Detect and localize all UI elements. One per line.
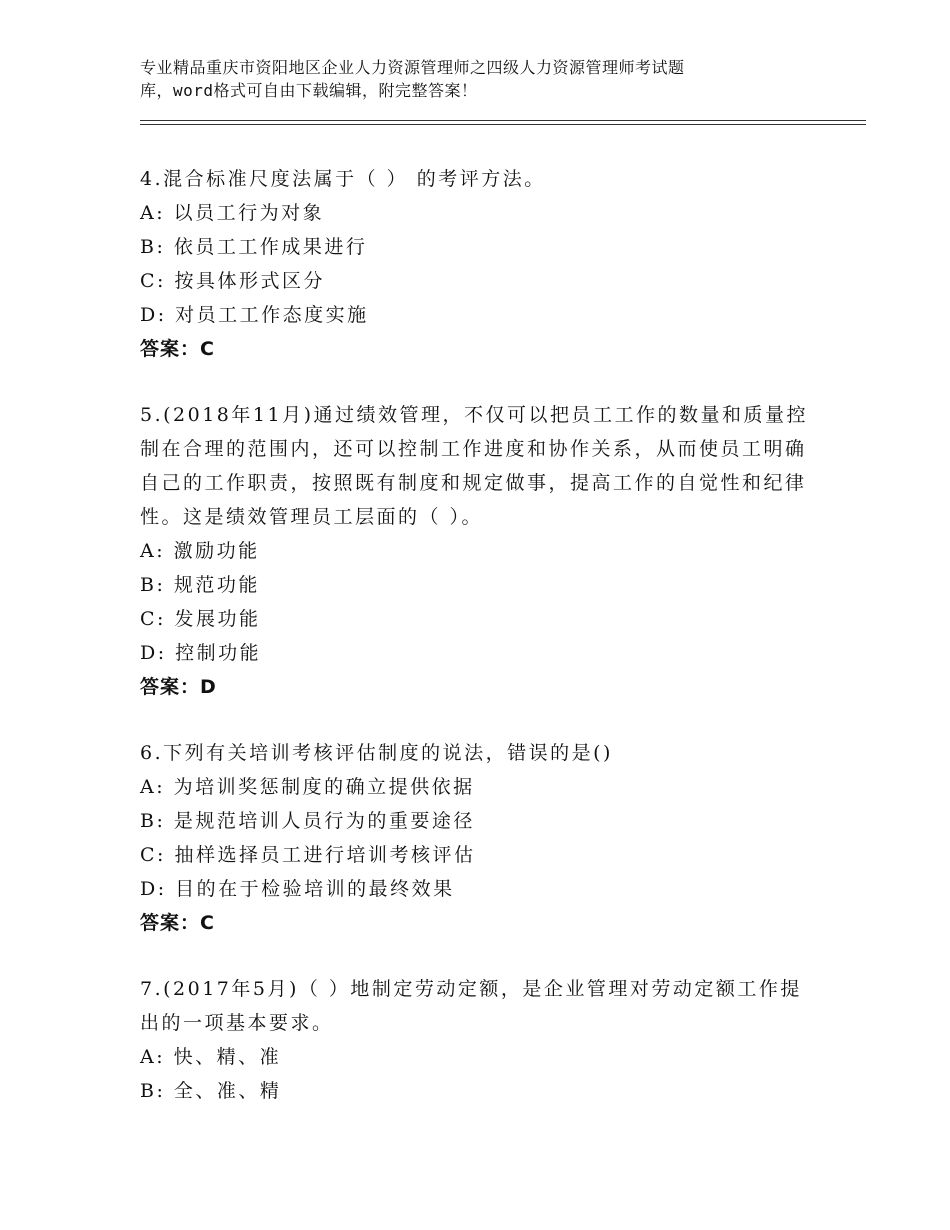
option-b: B: 规范功能	[140, 574, 260, 596]
option-a: A: 以员工行为对象	[140, 202, 325, 224]
answer: 答案：C	[140, 912, 215, 934]
option-b: B: 依员工工作成果进行	[140, 236, 368, 258]
question-4	[140, 162, 820, 366]
option-c: C: 抽样选择员工进行培训考核评估	[140, 844, 476, 866]
option-a: A: 快、精、准	[140, 1046, 282, 1068]
option-c: C: 发展功能	[140, 608, 261, 630]
header-line-2: 库，word格式可自由下载编辑，附完整答案！	[140, 81, 478, 100]
question-stem: 7.(2017年5月)（ ）地制定劳动定额，是企业管理对劳动定额工作提出的一项基本要求。	[140, 978, 802, 1034]
option-a: A: 为培训奖惩制度的确立提供依据	[140, 776, 475, 798]
option-b: B: 全、准、精	[140, 1080, 282, 1102]
question-7	[140, 972, 820, 1108]
option-c: C: 按具体形式区分	[140, 270, 325, 292]
header-line-1: 专业精品重庆市资阳地区企业人力资源管理师之四级人力资源管理师考试题	[140, 58, 685, 77]
answer: 答案：D	[140, 676, 217, 698]
option-b: B: 是规范培训人员行为的重要途径	[140, 810, 475, 832]
question-stem: 6.下列有关培训考核评估制度的说法，错误的是()	[140, 742, 613, 764]
question-stem: 4.混合标准尺度法属于（ ） 的考评方法。	[140, 168, 546, 190]
header-divider	[140, 120, 866, 125]
option-d: D: 目的在于检验培训的最终效果	[140, 878, 455, 900]
question-5	[140, 398, 820, 704]
question-list	[140, 162, 820, 1140]
option-d: D: 控制功能	[140, 642, 262, 664]
question-stem: 5.(2018年11月)通过绩效管理，不仅可以把员工工作的数量和质量控制在合理的范围内，还可以控制工作进度和协作关系，从而使员工明确自己的工作职责，按照既有制度和规定做事，提高工作的自觉性和纪律性。这是绩效管理员工层面的（ ）。	[140, 404, 808, 528]
option-a: A: 激励功能	[140, 540, 260, 562]
question-6	[140, 736, 820, 940]
document-header	[140, 56, 780, 102]
answer: 答案：C	[140, 338, 215, 360]
option-d: D: 对员工工作态度实施	[140, 304, 369, 326]
